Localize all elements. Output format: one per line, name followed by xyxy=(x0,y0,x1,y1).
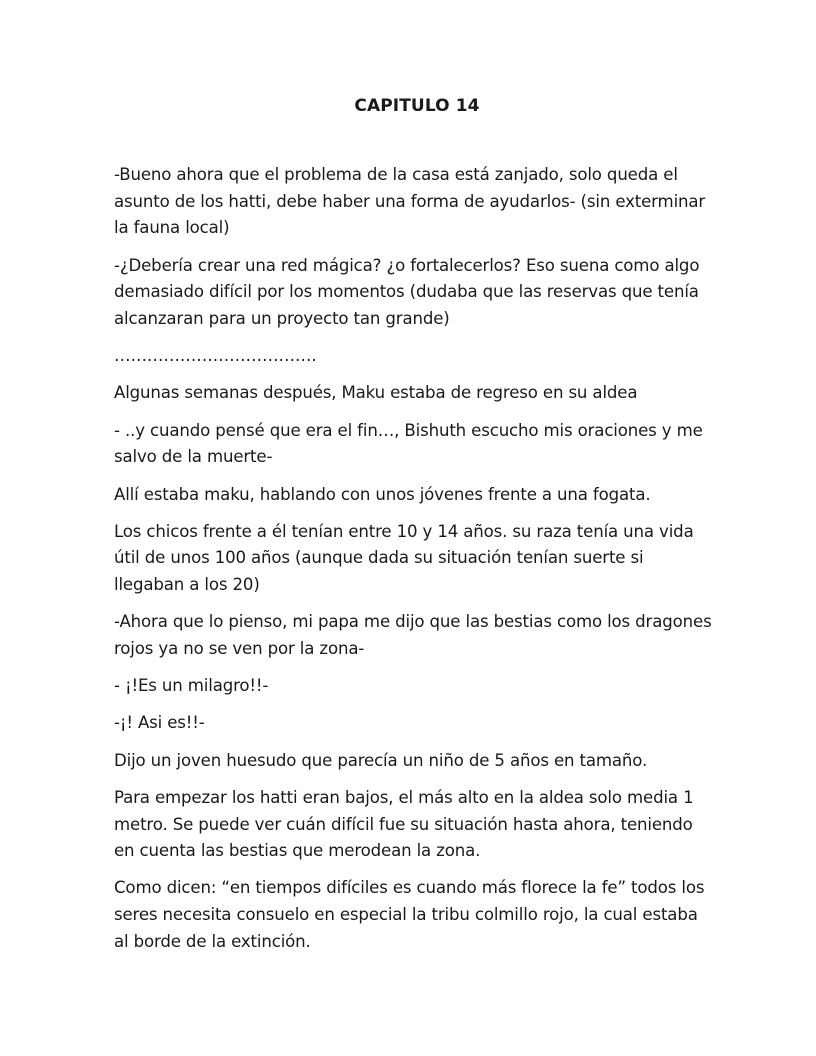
separator-line: ………………………………. xyxy=(114,346,317,366)
chapter-title: CAPITULO 14 xyxy=(354,96,480,116)
paragraph: Como dicen: “en tiempos difíciles es cuando más florece la fe” todos los seres necesita consuelo en especial la tribu colmillo rojo, la cual estaba al borde de la extinción. xyxy=(114,878,705,951)
paragraph: Los chicos frente a él tenían entre 10 y 14 años. su raza tenía una vida útil de unos 100 años (aunque dada su situación tenían suerte si llegaban a los 20) xyxy=(114,521,694,595)
paragraph: -¡! Asi es!!- xyxy=(114,713,205,733)
paragraph: Dijo un joven huesudo que parecía un niño de 5 años en tamaño. xyxy=(114,750,648,770)
document-page xyxy=(114,96,714,966)
paragraph: -Ahora que lo pienso, mi papa me dijo que las bestias como los dragones rojos ya no se ven por la zona- xyxy=(114,612,712,659)
paragraph: -¿Debería crear una red mágica? ¿o fortalecerlos? Eso suena como algo demasiado difícil por los momentos (dudaba que las reservas que tenía alcanzaran para un proyecto tan grande) xyxy=(114,255,700,329)
paragraph: - ..y cuando pensé que era el fin…, Bishuth escucho mis oraciones y me salvo de la muerte- xyxy=(114,420,703,467)
paragraph: - ¡!Es un milagro!!- xyxy=(114,676,269,696)
paragraph: Algunas semanas después, Maku estaba de regreso en su aldea xyxy=(114,383,638,403)
paragraph: -Bueno ahora que el problema de la casa está zanjado, solo queda el asunto de los hatti, debe haber una forma de ayudarlos- (sin exterminar la fauna local) xyxy=(114,165,706,238)
paragraph: Allí estaba maku, hablando con unos jóvenes frente a una fogata. xyxy=(114,484,651,504)
paragraph: Para empezar los hatti eran bajos, el más alto en la aldea solo media 1 metro. Se puede ver cuán difícil fue su situación hasta ahora, teniendo en cuenta las bestias que merodean la zona. xyxy=(114,787,694,861)
